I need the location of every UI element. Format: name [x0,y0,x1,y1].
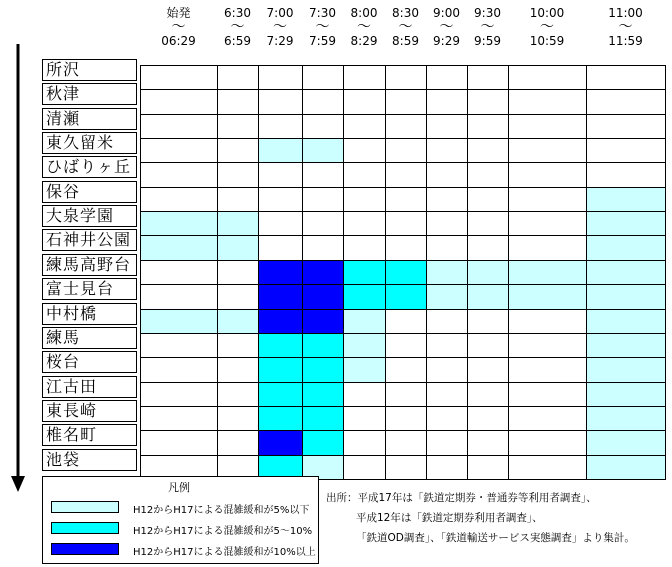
grid-cell [385,333,427,358]
time-header-tilde: ～ [315,19,330,35]
congestion-grid [140,65,665,459]
time-header-to: 7:29 [266,34,294,48]
grid-cell [426,89,468,115]
grid-cell [508,430,587,456]
grid-cell [302,235,344,261]
legend-label-low: H12からH17による混雑緩和が5%以下 [133,505,310,516]
grid-cell [426,309,468,334]
grid-cell [467,382,509,407]
grid-cell [343,309,386,334]
grid-cell [385,309,427,334]
time-header-from: 7:30 [309,6,336,20]
grid-cell [302,382,344,407]
grid-cell [140,235,218,261]
grid-cell [302,114,344,139]
grid-cell [140,138,218,163]
grid-cell [343,284,386,310]
grid-cell [508,333,587,358]
time-header-from: 8:30 [392,6,419,20]
grid-cell [343,235,386,261]
grid-cell [258,235,303,261]
grid-cell [343,187,386,212]
grid-cell [217,333,259,358]
grid-cell [140,162,218,188]
grid-cell [217,114,259,139]
time-header-tilde: ～ [439,19,454,35]
grid-cell [586,187,666,212]
grid-cell [385,455,427,480]
grid-cell [258,260,303,285]
time-header-5 [385,6,426,64]
time-header-4 [343,6,385,64]
grid-cell [140,65,218,90]
grid-cell [343,114,386,139]
time-header-tilde: ～ [618,19,633,35]
time-header-tilde: ～ [273,19,287,35]
grid-cell [217,284,259,310]
time-header-to: 10:59 [529,34,565,48]
grid-cell [302,406,344,431]
grid-cell [508,357,587,383]
grid-cell [586,260,666,285]
grid-cell [508,455,587,480]
source-line-1: 出所：平成17年は「鉄道定期券・普通券等利用者調査」、 [326,492,597,504]
grid-cell [385,89,427,115]
time-header-9 [586,6,665,64]
grid-cell [217,187,259,212]
grid-cell [586,382,666,407]
legend-label-mid: H12からH17による混雑緩和が5～10% [133,526,313,537]
grid-cell [258,382,303,407]
source-line-3: 「鉄道OD調査」、「鉄道輸送サービス実態調査」より集計。 [356,532,635,544]
legend-title: 凡例 [168,481,190,494]
grid-cell [385,138,427,163]
grid-cell [140,430,218,456]
time-header-tilde: ～ [171,19,186,35]
grid-cell [586,235,666,261]
direction-arrow-icon [8,44,28,494]
grid-cell [302,284,344,310]
time-header-from: 10:00 [529,6,565,20]
legend-swatch-mid [51,522,119,534]
station-label: 江古田 [42,376,137,398]
station-label: 中村橋 [42,303,137,325]
grid-cell [426,260,468,285]
time-header-tilde: ～ [357,19,371,35]
grid-cell [302,430,344,456]
grid-cell [426,138,468,163]
grid-cell [508,65,587,90]
grid-cell [508,187,587,212]
grid-cell [385,284,427,310]
grid-cell [426,430,468,456]
time-header-from: 9:00 [433,6,460,20]
grid-cell [385,430,427,456]
source-line-2: 平成12年は「鉄道定期券利用者調査」、 [356,512,543,524]
grid-cell [426,187,468,212]
grid-cell [385,114,427,139]
time-header-to: 9:29 [433,34,460,48]
grid-cell [140,333,218,358]
grid-cell [467,187,509,212]
grid-cell [258,211,303,236]
grid-cell [467,333,509,358]
grid-cell [217,309,259,334]
time-header-to: 7:59 [309,34,336,48]
grid-cell [217,260,259,285]
grid-cell [258,138,303,163]
grid-cell [426,162,468,188]
station-label: 大泉学園 [42,205,137,227]
grid-cell [343,65,386,90]
grid-cell [140,309,218,334]
station-label: 所沢 [42,59,137,81]
grid-cell [426,333,468,358]
source-note [326,488,635,548]
grid-cell [586,357,666,383]
grid-cell [258,284,303,310]
grid-cell [302,211,344,236]
grid-cell [258,430,303,456]
grid-cell [140,211,218,236]
grid-cell [508,260,587,285]
grid-cell [467,235,509,261]
grid-cell [508,382,587,407]
grid-cell [426,284,468,310]
grid-cell [258,357,303,383]
grid-cell [426,235,468,261]
station-label: 桜台 [42,351,137,373]
grid-cell [343,357,386,383]
grid-cell [508,309,587,334]
grid-cell [385,235,427,261]
time-header-7 [467,6,508,64]
time-header-to: 8:59 [392,34,419,48]
grid-cell [217,430,259,456]
grid-cell [217,357,259,383]
grid-cell [508,235,587,261]
time-header-from: 11:00 [608,6,643,20]
grid-cell [302,89,344,115]
grid-cell [426,114,468,139]
station-label: 石神井公園 [42,229,137,251]
grid-cell [385,260,427,285]
grid-cell [217,235,259,261]
grid-cell [586,114,666,139]
grid-cell [343,430,386,456]
grid-cell [586,89,666,115]
grid-cell [258,333,303,358]
grid-cell [467,430,509,456]
time-header-from: 7:00 [266,6,294,20]
time-header-from: 始発 [166,6,191,20]
grid-cell [258,162,303,188]
legend [42,476,319,564]
time-header-from: 6:30 [224,6,251,20]
grid-cell [586,211,666,236]
grid-cell [467,65,509,90]
grid-cell [508,406,587,431]
grid-cell [302,65,344,90]
grid-cell [467,357,509,383]
grid-cell [343,138,386,163]
grid-cell [217,89,259,115]
grid-cell [426,382,468,407]
grid-cell [343,260,386,285]
grid-cell [258,65,303,90]
station-column [42,58,137,469]
grid-cell [586,309,666,334]
grid-cell [258,406,303,431]
grid-cell [258,89,303,115]
grid-cell [586,65,666,90]
grid-cell [508,138,587,163]
grid-cell [140,187,218,212]
time-header-tilde: ～ [480,19,495,35]
grid-cell [467,162,509,188]
grid-cell [586,430,666,456]
grid-cell [217,382,259,407]
grid-cell [467,284,509,310]
time-header-3 [302,6,343,64]
time-header-to: 06:29 [161,34,196,48]
time-header-2 [258,6,302,64]
station-label: 保谷 [42,181,137,203]
grid-cell [140,284,218,310]
grid-cell [467,260,509,285]
station-label: 富士見台 [42,278,137,300]
time-header-tilde: ～ [540,19,554,35]
grid-cell [385,65,427,90]
station-label: 練馬 [42,327,137,349]
time-header-from: 8:00 [350,6,378,20]
time-header-to: 8:29 [350,34,378,48]
grid-cell [343,162,386,188]
grid-cell [508,162,587,188]
grid-cell [302,309,344,334]
grid-cell [508,89,587,115]
grid-cell [385,211,427,236]
grid-cell [140,382,218,407]
time-header-tilde: ～ [398,19,413,35]
grid-cell [586,162,666,188]
grid-cell [467,406,509,431]
grid-cell [467,89,509,115]
grid-cell [426,455,468,480]
grid-cell [426,211,468,236]
grid-cell [385,382,427,407]
grid-cell [508,284,587,310]
grid-cell [258,187,303,212]
grid-cell [426,406,468,431]
grid-cell [426,357,468,383]
grid-cell [385,406,427,431]
grid-cell [586,333,666,358]
grid-cell [302,260,344,285]
grid-cell [343,382,386,407]
grid-cell [467,138,509,163]
station-label: 練馬高野台 [42,254,137,276]
grid-cell [586,406,666,431]
time-header-8 [508,6,586,64]
grid-cell [302,333,344,358]
grid-cell [302,138,344,163]
grid-cell [343,455,386,480]
time-header-to: 6:59 [224,34,251,48]
grid-cell [385,187,427,212]
grid-cell [258,114,303,139]
grid-cell [258,309,303,334]
grid-cell [426,65,468,90]
grid-cell [343,406,386,431]
station-label: 東久留米 [42,132,137,154]
grid-cell [508,211,587,236]
time-header-to: 11:59 [608,34,643,48]
grid-cell [217,138,259,163]
grid-cell [217,65,259,90]
legend-swatch-high [51,543,119,555]
time-header-row [140,6,665,64]
time-header-from: 9:30 [474,6,501,20]
grid-cell [467,309,509,334]
grid-cell [343,333,386,358]
grid-cell [302,162,344,188]
grid-cell [343,89,386,115]
grid-cell [467,455,509,480]
grid-cell [140,260,218,285]
grid-cell [385,162,427,188]
time-header-0 [140,6,217,64]
station-label: 椎名町 [42,424,137,446]
grid-cell [140,114,218,139]
grid-cell [217,211,259,236]
time-header-1 [217,6,258,64]
grid-cell [586,138,666,163]
station-label: 池袋 [42,449,137,471]
station-label: 清瀬 [42,108,137,130]
grid-cell [140,406,218,431]
grid-cell [140,89,218,115]
grid-cell [467,114,509,139]
grid-cell [217,162,259,188]
grid-cell [385,357,427,383]
station-label: 東長崎 [42,400,137,422]
grid-cell [343,211,386,236]
grid-cell [508,114,587,139]
grid-cell [302,187,344,212]
station-label: ひばりヶ丘 [42,156,137,178]
grid-cell [140,357,218,383]
grid-cell [217,406,259,431]
grid-cell [302,357,344,383]
legend-swatch-low [51,501,119,513]
grid-cell [586,455,666,480]
time-header-6 [426,6,467,64]
time-header-to: 9:59 [474,34,501,48]
station-label: 秋津 [42,83,137,105]
grid-cell [467,211,509,236]
time-header-tilde: ～ [230,19,245,35]
legend-label-high: H12からH17による混雑緩和が10%以上 [133,547,316,558]
grid-cell [586,284,666,310]
